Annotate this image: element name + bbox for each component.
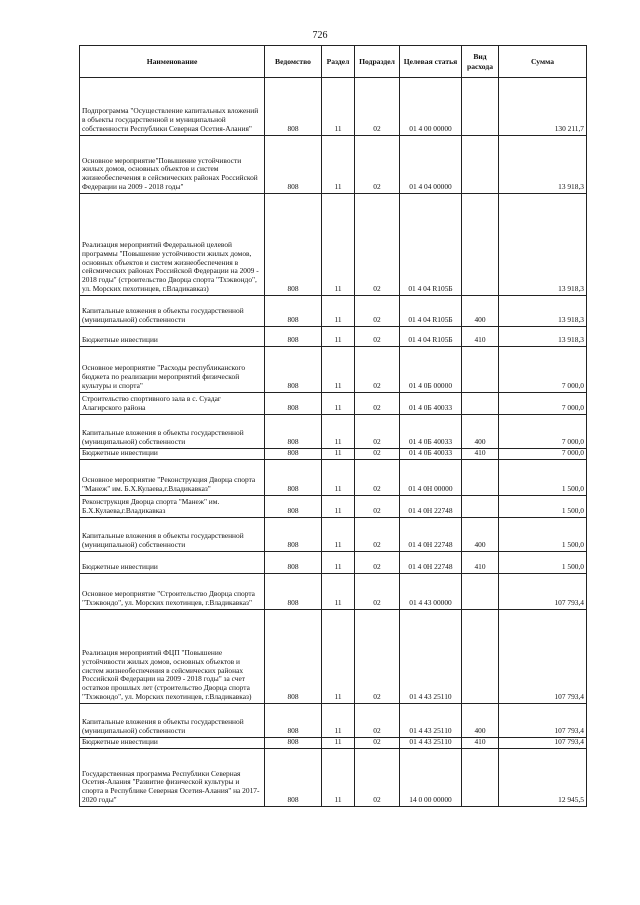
cell-podrazdel: 02	[355, 136, 400, 194]
cell-vedomstvo: 808	[265, 460, 322, 496]
cell-vid: 410	[462, 738, 499, 749]
cell-vid	[462, 749, 499, 807]
table-row	[80, 327, 587, 347]
table-row	[80, 136, 587, 194]
cell-vedomstvo: 808	[265, 393, 322, 415]
cell-name: Государственная программа Республики Северная Осетия-Алания "Развитие физической культуры и спорта в Республике Северная Осетия-Алания" на 2017-2020 годы"	[80, 749, 265, 807]
cell-razdel: 11	[322, 704, 355, 738]
cell-vid	[462, 136, 499, 194]
cell-vedomstvo: 808	[265, 327, 322, 347]
cell-name: Капитальные вложения в объекты государственной (муниципальной) собственности	[80, 296, 265, 327]
cell-summa: 13 918,3	[499, 296, 587, 327]
cell-podrazdel: 02	[355, 552, 400, 574]
cell-vedomstvo: 808	[265, 749, 322, 807]
cell-summa: 1 500,0	[499, 460, 587, 496]
cell-statya: 01 4 43 25110	[400, 704, 462, 738]
budget-table	[79, 45, 587, 807]
cell-vedomstvo: 808	[265, 136, 322, 194]
cell-podrazdel: 02	[355, 347, 400, 393]
table-row	[80, 738, 587, 749]
cell-summa: 107 793,4	[499, 610, 587, 704]
cell-name: Строительство спортивного зала в с. Суадаг Алагирского района	[80, 393, 265, 415]
cell-podrazdel: 02	[355, 449, 400, 460]
cell-razdel: 11	[322, 449, 355, 460]
cell-summa: 107 793,4	[499, 704, 587, 738]
cell-vedomstvo: 808	[265, 78, 322, 136]
cell-podrazdel: 02	[355, 194, 400, 296]
table-body	[80, 78, 587, 807]
cell-razdel: 11	[322, 296, 355, 327]
cell-razdel: 11	[322, 136, 355, 194]
cell-podrazdel: 02	[355, 610, 400, 704]
cell-name: Основное мероприятие "Расходы республиканского бюджета по реализации мероприятий физической культуры и спорта"	[80, 347, 265, 393]
cell-summa: 130 211,7	[499, 78, 587, 136]
cell-summa: 7 000,0	[499, 415, 587, 449]
cell-razdel: 11	[322, 415, 355, 449]
cell-summa: 107 793,4	[499, 574, 587, 610]
table-row	[80, 496, 587, 518]
cell-podrazdel: 02	[355, 78, 400, 136]
cell-summa: 107 793,4	[499, 738, 587, 749]
cell-name: Бюджетные инвестиции	[80, 327, 265, 347]
table-row	[80, 574, 587, 610]
cell-vedomstvo: 808	[265, 738, 322, 749]
cell-name: Подпрограмма "Осуществление капитальных вложений в объекты государственной и муниципальной собственности Республики Северная Осетия-Алания"	[80, 78, 265, 136]
table-row	[80, 749, 587, 807]
cell-vid: 400	[462, 704, 499, 738]
cell-vid	[462, 393, 499, 415]
cell-razdel: 11	[322, 738, 355, 749]
cell-vid	[462, 574, 499, 610]
header-vid: Вид расхода	[462, 46, 499, 78]
header-razdel: Раздел	[322, 46, 355, 78]
cell-podrazdel: 02	[355, 518, 400, 552]
cell-statya: 01 4 04 R105Б	[400, 327, 462, 347]
cell-statya: 01 4 0Н 22748	[400, 496, 462, 518]
cell-vid: 410	[462, 327, 499, 347]
table-row	[80, 194, 587, 296]
table-row	[80, 518, 587, 552]
cell-summa: 7 000,0	[499, 347, 587, 393]
cell-razdel: 11	[322, 518, 355, 552]
cell-podrazdel: 02	[355, 296, 400, 327]
table-row	[80, 415, 587, 449]
cell-name: Капитальные вложения в объекты государственной (муниципальной) собственности	[80, 415, 265, 449]
cell-statya: 01 4 0Б 40033	[400, 415, 462, 449]
cell-statya: 01 4 0Н 22748	[400, 552, 462, 574]
table-row	[80, 610, 587, 704]
cell-statya: 01 4 43 00000	[400, 574, 462, 610]
table-row	[80, 449, 587, 460]
cell-podrazdel: 02	[355, 393, 400, 415]
cell-name: Бюджетные инвестиции	[80, 552, 265, 574]
cell-vedomstvo: 808	[265, 552, 322, 574]
cell-vid	[462, 78, 499, 136]
header-statya: Целевая статья	[400, 46, 462, 78]
cell-podrazdel: 02	[355, 738, 400, 749]
cell-summa: 13 918,3	[499, 136, 587, 194]
cell-vid	[462, 347, 499, 393]
cell-name: Основное мероприятие "Строительство Дворца спорта "Тхэквондо", ул. Морских пехотинцев, г.Владикавказ"	[80, 574, 265, 610]
cell-statya: 01 4 43 25110	[400, 610, 462, 704]
cell-vedomstvo: 808	[265, 518, 322, 552]
cell-summa: 1 500,0	[499, 496, 587, 518]
cell-vedomstvo: 808	[265, 296, 322, 327]
cell-vedomstvo: 808	[265, 574, 322, 610]
cell-vid: 410	[462, 552, 499, 574]
cell-razdel: 11	[322, 78, 355, 136]
cell-vid: 410	[462, 449, 499, 460]
cell-name: Основное мероприятие "Реконструкция Дворца спорта "Манеж" им. Б.Х.Кулаева,г.Владикавказ"	[80, 460, 265, 496]
cell-vedomstvo: 808	[265, 415, 322, 449]
cell-summa: 7 000,0	[499, 449, 587, 460]
cell-podrazdel: 02	[355, 327, 400, 347]
cell-razdel: 11	[322, 327, 355, 347]
cell-statya: 01 4 04 R105Б	[400, 296, 462, 327]
cell-vid	[462, 460, 499, 496]
cell-name: Бюджетные инвестиции	[80, 449, 265, 460]
cell-summa: 7 000,0	[499, 393, 587, 415]
cell-name: Основное мероприятие"Повышение устойчивости жилых домов, основных объектов и систем жизнеобеспечения в сейсмических районах Российской Федерации на 2009 - 2018 годы"	[80, 136, 265, 194]
cell-podrazdel: 02	[355, 460, 400, 496]
cell-name: Капитальные вложения в объекты государственной (муниципальной) собственности	[80, 704, 265, 738]
cell-vid	[462, 496, 499, 518]
cell-statya: 01 4 04 00000	[400, 136, 462, 194]
cell-podrazdel: 02	[355, 415, 400, 449]
table-row	[80, 296, 587, 327]
cell-statya: 01 4 0Б 40033	[400, 393, 462, 415]
cell-statya: 01 4 0Б 40033	[400, 449, 462, 460]
cell-razdel: 11	[322, 347, 355, 393]
cell-razdel: 11	[322, 552, 355, 574]
cell-podrazdel: 02	[355, 704, 400, 738]
table-row	[80, 393, 587, 415]
cell-name: Реконструкция Дворца спорта "Манеж" им. Б.Х.Кулаева,г.Владикавказ	[80, 496, 265, 518]
cell-vedomstvo: 808	[265, 449, 322, 460]
cell-summa: 12 945,5	[499, 749, 587, 807]
cell-vid	[462, 194, 499, 296]
cell-razdel: 11	[322, 610, 355, 704]
cell-razdel: 11	[322, 749, 355, 807]
table-row	[80, 704, 587, 738]
table-row	[80, 552, 587, 574]
cell-name: Бюджетные инвестиции	[80, 738, 265, 749]
cell-statya: 14 0 00 00000	[400, 749, 462, 807]
cell-summa: 13 918,3	[499, 194, 587, 296]
header-vedomstvo: Ведомство	[265, 46, 322, 78]
cell-razdel: 11	[322, 496, 355, 518]
page-number: 726	[312, 30, 328, 41]
cell-vedomstvo: 808	[265, 194, 322, 296]
header-summa: Сумма	[499, 46, 587, 78]
cell-summa: 1 500,0	[499, 518, 587, 552]
cell-razdel: 11	[322, 194, 355, 296]
cell-vedomstvo: 808	[265, 496, 322, 518]
cell-vid: 400	[462, 415, 499, 449]
cell-summa: 1 500,0	[499, 552, 587, 574]
table-row	[80, 78, 587, 136]
cell-podrazdel: 02	[355, 749, 400, 807]
cell-razdel: 11	[322, 393, 355, 415]
table-row	[80, 347, 587, 393]
cell-vedomstvo: 808	[265, 347, 322, 393]
table-row	[80, 460, 587, 496]
cell-vid: 400	[462, 296, 499, 327]
cell-statya: 01 4 0Н 00000	[400, 460, 462, 496]
cell-name: Капитальные вложения в объекты государственной (муниципальной) собственности	[80, 518, 265, 552]
cell-vid	[462, 610, 499, 704]
cell-vid: 400	[462, 518, 499, 552]
cell-vedomstvo: 808	[265, 704, 322, 738]
cell-razdel: 11	[322, 460, 355, 496]
cell-podrazdel: 02	[355, 496, 400, 518]
cell-razdel: 11	[322, 574, 355, 610]
header-name: Наименование	[80, 46, 265, 78]
cell-podrazdel: 02	[355, 574, 400, 610]
cell-summa: 13 918,3	[499, 327, 587, 347]
header-podrazdel: Подраздел	[355, 46, 400, 78]
cell-name: Реализация мероприятий Федеральной целевой программы "Повышение устойчивости жилых домов, основных объектов и систем жизнеобеспечения в сейсмических районах Российской Федерации на 2009 - 2018 годы" (строительство Дворца спорта "Тхэквондо", ул. Морских пехотинцев, г.Владикавказ)	[80, 194, 265, 296]
cell-name: Реализация мероприятий ФЦП "Повышение устойчивости жилых домов, основных объектов и систем жизнеобеспечения в сейсмических районах Российской Федерации на 2009 - 2018 годы" за счет остатков прошлых лет (строительство Дворца спорта "Тхэквондо", ул. Морских пехотинцев, г.Владикавказ)	[80, 610, 265, 704]
cell-vedomstvo: 808	[265, 610, 322, 704]
cell-statya: 01 4 0Н 22748	[400, 518, 462, 552]
cell-statya: 01 4 0Б 00000	[400, 347, 462, 393]
table-header-row	[80, 46, 587, 78]
cell-statya: 01 4 04 R105Б	[400, 194, 462, 296]
cell-statya: 01 4 00 00000	[400, 78, 462, 136]
cell-statya: 01 4 43 25110	[400, 738, 462, 749]
